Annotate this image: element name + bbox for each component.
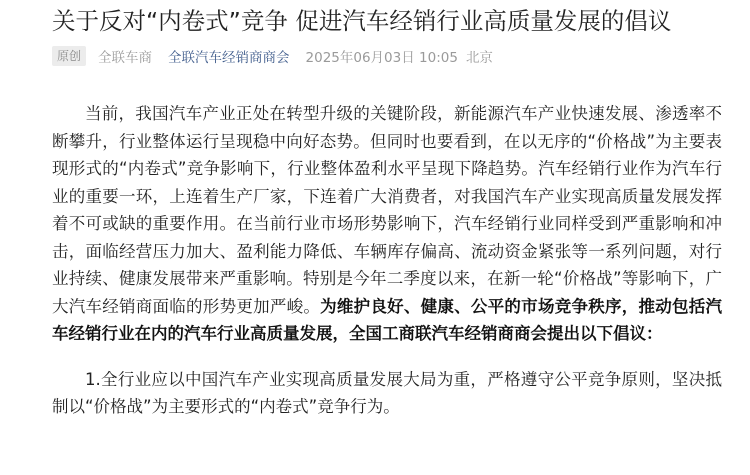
publish-date: 2025年06月03日 10:05 xyxy=(305,50,458,66)
article-body xyxy=(52,100,722,421)
proposal-item-1: 1.全行业应以中国汽车产业实现高质量发展大局为重，严格遵守公平竞争原则，坚决抵制以“价格战”为主要形式的“内卷式”竞争行为。 xyxy=(52,369,722,416)
paragraph-intro xyxy=(52,100,722,348)
publish-location: 北京 xyxy=(465,50,493,66)
article-meta xyxy=(52,43,722,69)
paragraph-intro-text: 当前，我国汽车产业正处在转型升级的关键阶段，新能源汽车产业快速发展、渗透率不断攀升，行业整体运行呈现稳中向好态势。但同时也要看到，在以无序的“价格战”为主要表现形式的“内卷式”竞争影响下，行业整体盈利水平呈现下降趋势。汽车经销行业作为汽车行业的重要一环，上连着生产厂家，下连着广大消费者，对我国汽车产业实现高质量发展发挥着不可或缺的重要作用。在当前行业市场形势影响下，汽车经销行业同样受到严重影响和冲击，面临经营压力加大、盈利能力降低、车辆库存偏高、流动资金紧张等一系列问题，对行业持续、健康发展带来严重影响。特别是今年二季度以来，在新一轮“价格战”等影响下，广大汽车经销商面临的形势更加严峻。 xyxy=(52,104,722,316)
original-badge: 原创 xyxy=(52,46,86,66)
paragraph-intro-bold: 为维护良好、健康、公平的市场竞争秩序，推动包括汽车经销行业在内的汽车行业高质量发展，全国工商联汽车经销商商会提出以下倡议： xyxy=(52,296,723,343)
author-link[interactable]: 全联汽车经销商商会 xyxy=(168,50,290,66)
article-title: 关于反对“内卷式”竞争 促进汽车经销行业高质量发展的倡议 xyxy=(52,7,672,35)
source-name: 全联车商 xyxy=(98,50,153,66)
